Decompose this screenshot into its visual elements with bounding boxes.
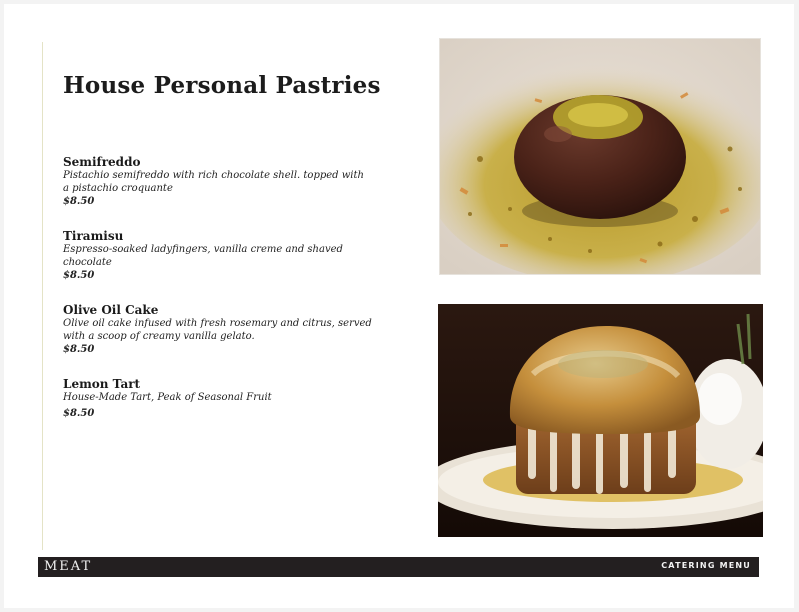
- item-description: House-Made Tart, Peak of Seasonal Fruit: [63, 392, 272, 403]
- menu-item: [63, 377, 373, 420]
- menu-page: [4, 4, 794, 608]
- item-price: $8.50: [63, 408, 95, 419]
- menu-item: [63, 229, 373, 282]
- menu-item: [63, 155, 373, 208]
- item-name: Tiramisu: [63, 229, 124, 243]
- item-price: $8.50: [63, 344, 95, 355]
- olive-oil-cake-photo-icon: [438, 304, 763, 537]
- item-name: Semifreddo: [63, 155, 141, 169]
- item-name: Lemon Tart: [63, 377, 141, 391]
- item-price: $8.50: [63, 270, 95, 281]
- semifreddo-photo-icon: [440, 39, 760, 274]
- footer-label: CATERING MENU: [661, 561, 751, 570]
- menu-item: [63, 303, 373, 356]
- page-title: House Personal Pastries: [63, 72, 381, 99]
- olive-oil-cake-photo: [438, 304, 763, 537]
- item-description: Pistachio semifreddo with rich chocolate shell. topped with a pistachio croquante: [63, 170, 364, 194]
- footer-bar: [38, 557, 759, 577]
- item-name: Olive Oil Cake: [63, 303, 159, 317]
- item-description: Espresso-soaked ladyfingers, vanilla creme and shaved chocolate: [63, 244, 343, 268]
- item-price: $8.50: [63, 196, 95, 207]
- footer-logo: MEAT: [44, 559, 93, 574]
- left-accent-rule: [42, 42, 43, 550]
- item-description: Olive oil cake infused with fresh rosemary and citrus, served with a scoop of creamy vanilla gelato.: [63, 318, 372, 342]
- semifreddo-photo: [439, 38, 761, 275]
